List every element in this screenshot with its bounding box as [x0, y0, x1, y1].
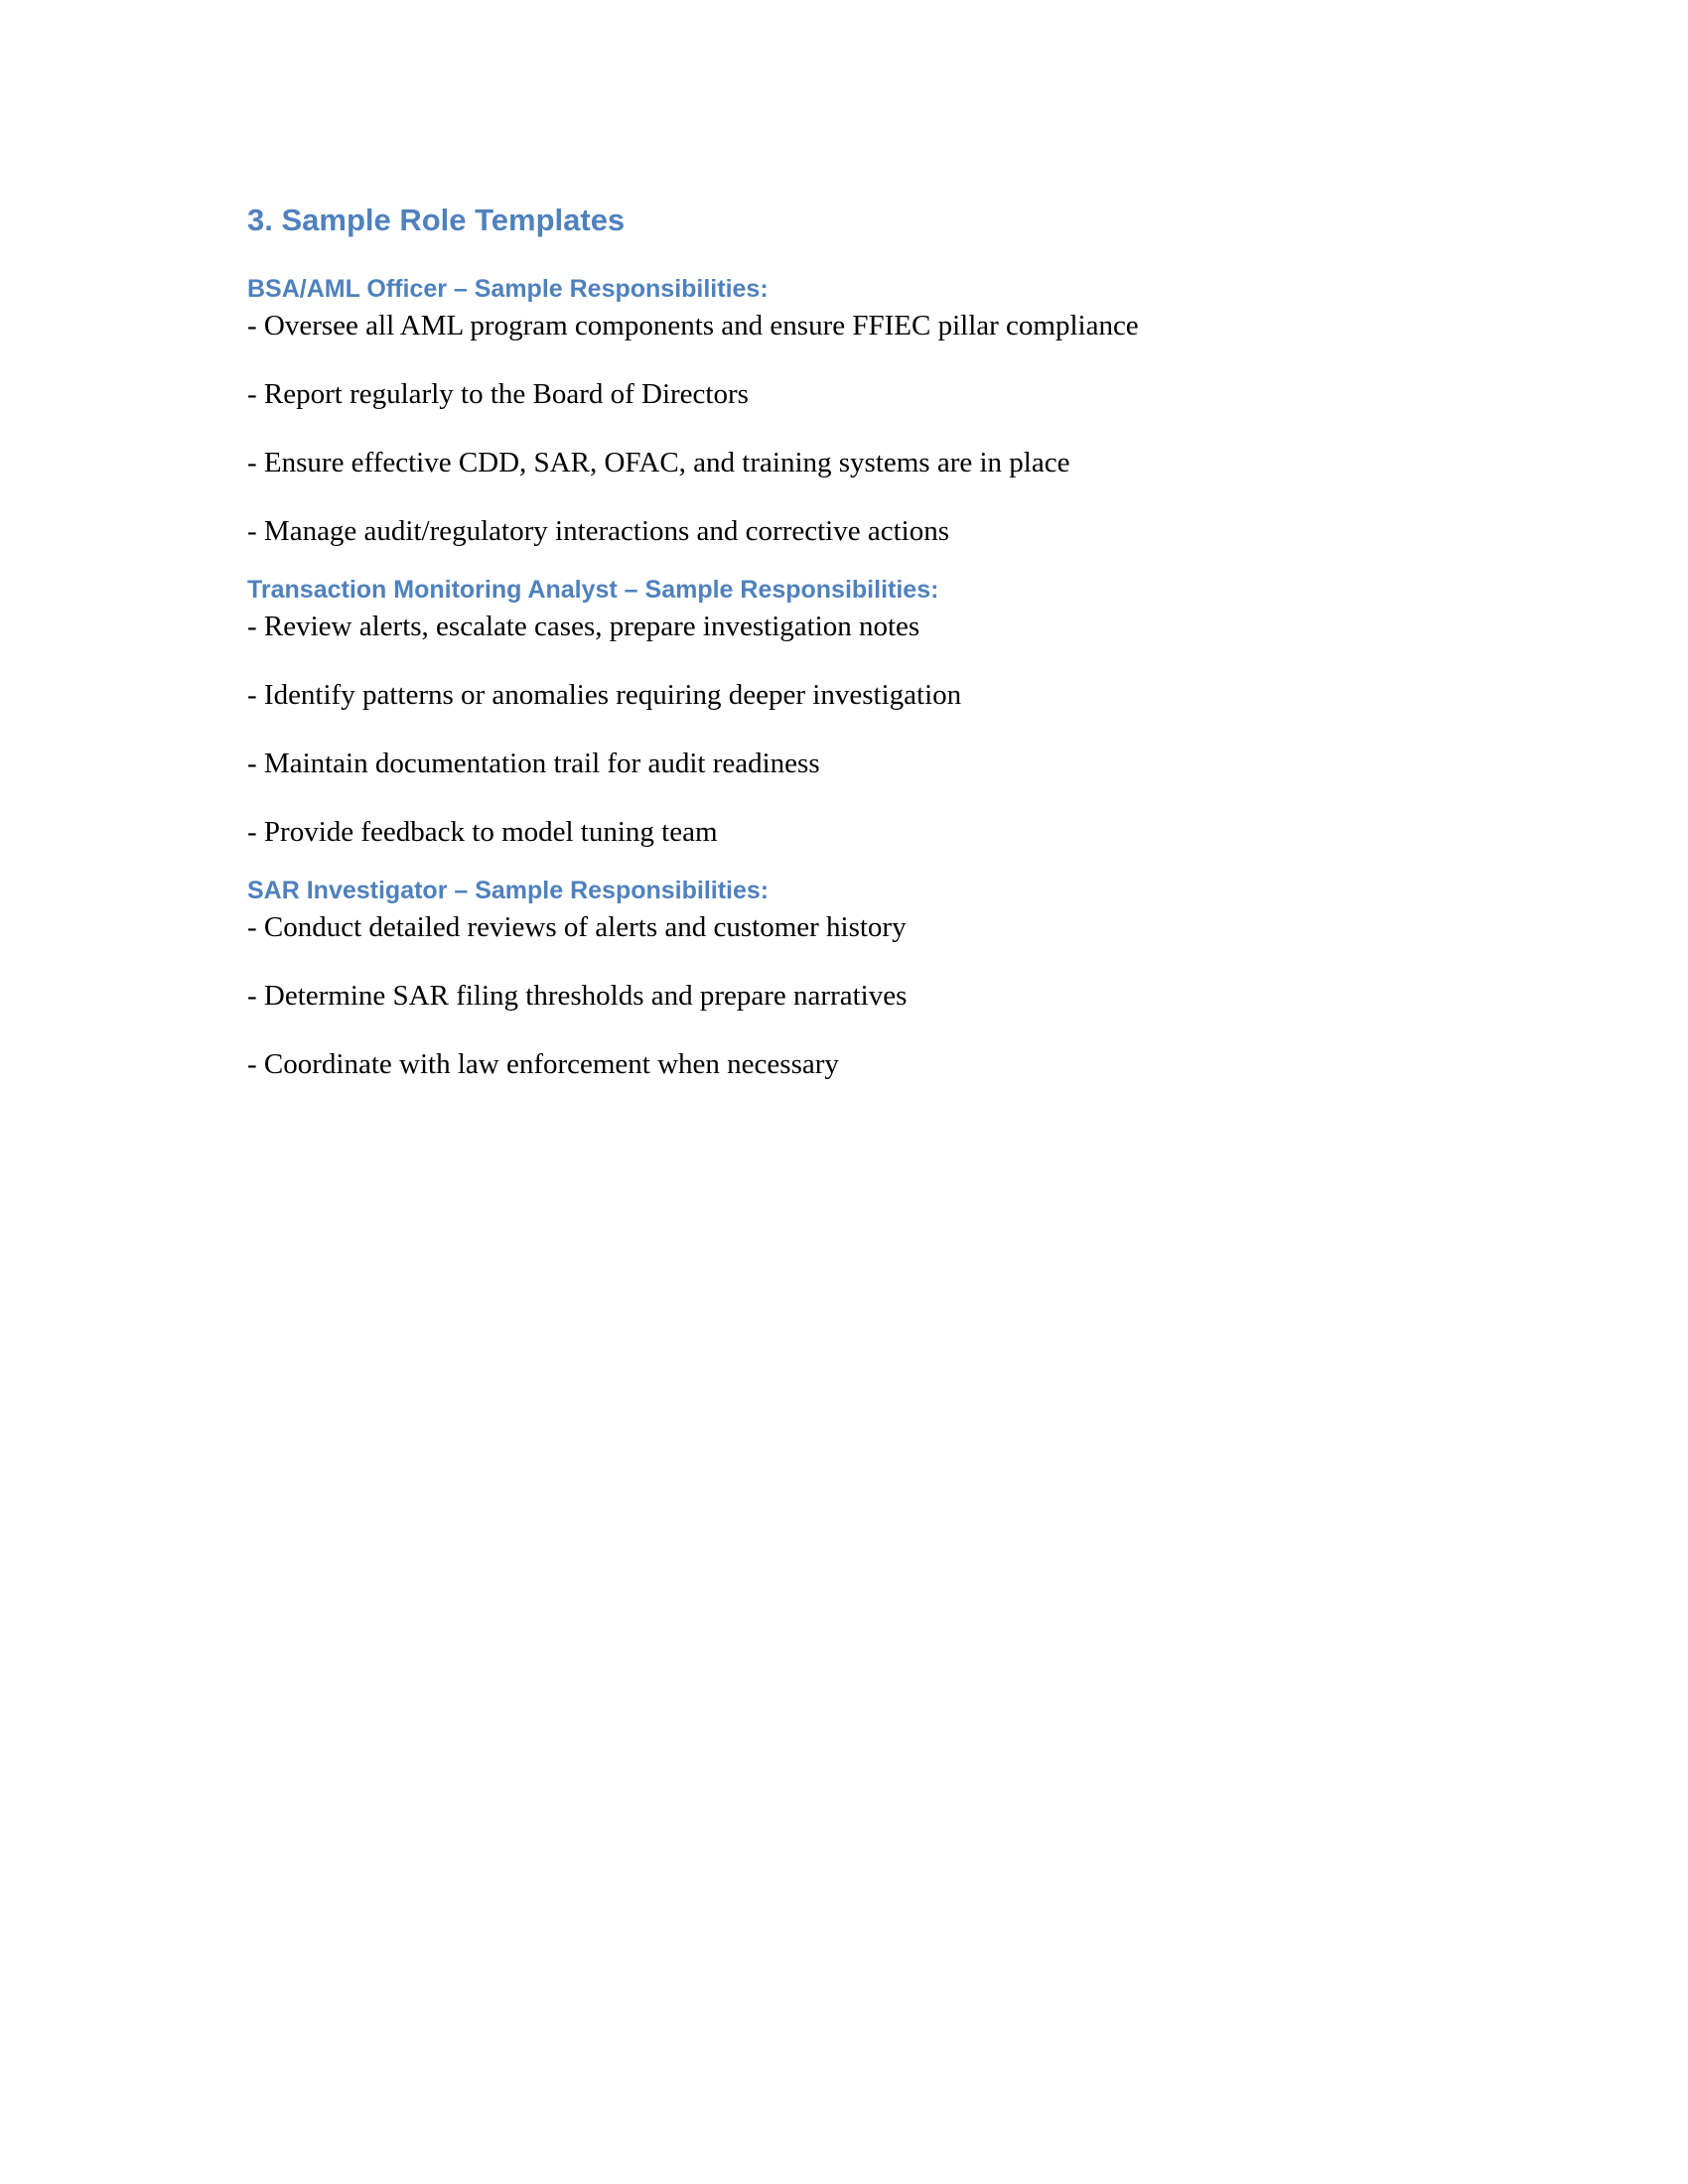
section-heading: 3. Sample Role Templates — [247, 203, 626, 237]
responsibility-list-transaction-monitoring-analyst — [247, 607, 1439, 852]
role-title-bsa-aml-officer: BSA/AML Officer – Sample Responsibilities: — [247, 275, 769, 303]
responsibility-item: - Maintain documentation trail for audit readiness — [247, 748, 820, 779]
responsibility-item: - Provide feedback to model tuning team — [247, 816, 718, 848]
responsibility-item: - Identify patterns or anomalies requiring deeper investigation — [247, 679, 962, 711]
responsibility-item: - Determine SAR filing thresholds and prepare narratives — [247, 980, 908, 1012]
responsibility-item: - Manage audit/regulatory interactions and corrective actions — [247, 515, 949, 547]
responsibility-item: - Conduct detailed reviews of alerts and customer history — [247, 911, 907, 943]
responsibility-list-bsa-aml-officer — [247, 306, 1439, 551]
responsibility-item: - Oversee all AML program components and ensure FFIEC pillar compliance — [247, 310, 1139, 341]
responsibility-item: - Coordinate with law enforcement when necessary — [247, 1048, 839, 1080]
role-block-bsa-aml-officer — [247, 272, 1439, 551]
role-title-transaction-monitoring-analyst: Transaction Monitoring Analyst – Sample Responsibilities: — [247, 576, 939, 604]
role-title-sar-investigator: SAR Investigator – Sample Responsibilities: — [247, 877, 770, 904]
responsibility-item: - Ensure effective CDD, SAR, OFAC, and training systems are in place — [247, 447, 1070, 478]
role-block-sar-investigator — [247, 874, 1439, 1084]
responsibility-item: - Report regularly to the Board of Directors — [247, 378, 749, 410]
responsibility-item: - Review alerts, escalate cases, prepare investigation notes — [247, 611, 920, 642]
role-block-transaction-monitoring-analyst — [247, 573, 1439, 852]
responsibility-list-sar-investigator — [247, 907, 1439, 1084]
document-content — [247, 199, 1439, 1106]
